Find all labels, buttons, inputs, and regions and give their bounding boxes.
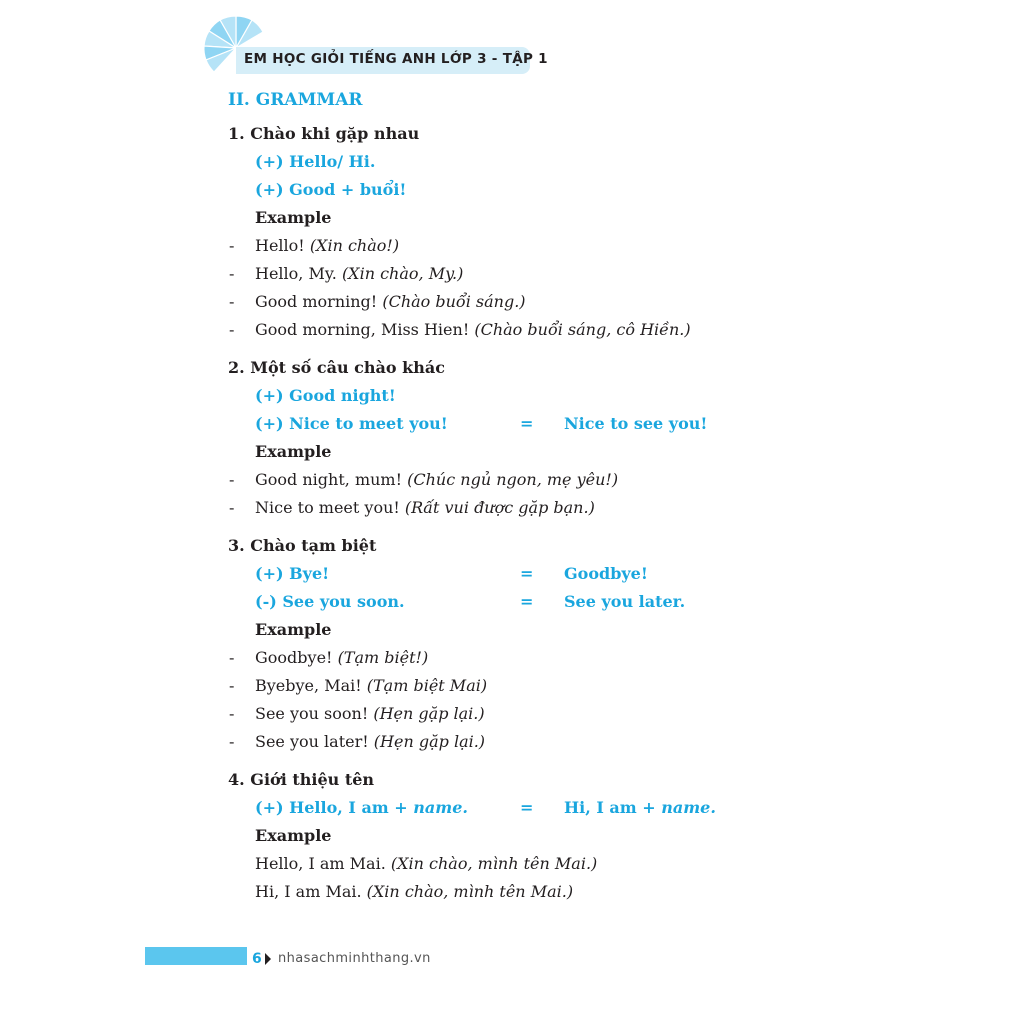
page-marker-icon: [265, 953, 271, 965]
s1-example-3: Good morning! (Chào buổi sáng.): [255, 292, 526, 311]
s1-example-4: Good morning, Miss Hien! (Chào buổi sáng, cô Hiền.): [255, 320, 691, 339]
bullet: -: [229, 264, 235, 283]
footer-bar: [145, 947, 247, 965]
equals-sign: =: [520, 564, 534, 583]
s1-rule-2: (+) Good + buổi!: [255, 180, 407, 199]
s3-example-2: Byebye, Mai! (Tạm biệt Mai): [255, 676, 488, 695]
s4-heading: 4. Giới thiệu tên: [228, 770, 375, 789]
s3-heading: 3. Chào tạm biệt: [228, 536, 377, 555]
s4-rule-1-left: (+) Hello, I am + name.: [255, 798, 468, 817]
bullet: -: [229, 648, 235, 667]
bullet: -: [229, 676, 235, 695]
s1-rule-1: (+) Hello/ Hi.: [255, 152, 376, 171]
s1-example-label: Example: [255, 208, 332, 227]
s2-example-label: Example: [255, 442, 332, 461]
bullet: -: [229, 292, 235, 311]
bullet: -: [229, 704, 235, 723]
s2-example-1: Good night, mum! (Chúc ngủ ngon, mẹ yêu!): [255, 470, 619, 489]
s3-example-1: Goodbye! (Tạm biệt!): [255, 648, 429, 667]
website-link[interactable]: nhasachminhthang.vn: [278, 951, 431, 966]
bullet: -: [229, 470, 235, 489]
page-number: 6: [252, 951, 262, 967]
s1-example-1: Hello! (Xin chào!): [255, 236, 400, 255]
s1-example-2: Hello, My. (Xin chào, My.): [255, 264, 464, 283]
bullet: -: [229, 236, 235, 255]
equals-sign: =: [520, 592, 534, 611]
s2-heading: 2. Một số câu chào khác: [228, 358, 445, 377]
s3-rule-2-right: See you later.: [564, 592, 686, 611]
section-title: II. GRAMMAR: [228, 90, 363, 110]
s1-heading: 1. Chào khi gặp nhau: [228, 124, 420, 143]
bullet: -: [229, 320, 235, 339]
equals-sign: =: [520, 414, 534, 433]
s4-rule-1-right: Hi, I am + name.: [564, 798, 716, 817]
s3-rule-2-left: (-) See you soon.: [255, 592, 405, 611]
s2-rule-1: (+) Good night!: [255, 386, 396, 405]
equals-sign: =: [520, 798, 534, 817]
s3-rule-1-right: Goodbye!: [564, 564, 648, 583]
bullet: -: [229, 732, 235, 751]
s2-rule-2-right: Nice to see you!: [564, 414, 708, 433]
s3-rule-1-left: (+) Bye!: [255, 564, 330, 583]
s4-example-1: Hello, I am Mai. (Xin chào, mình tên Mai.): [255, 854, 598, 873]
s2-rule-2-left: (+) Nice to meet you!: [255, 414, 448, 433]
s3-example-4: See you later! (Hẹn gặp lại.): [255, 732, 486, 751]
s2-example-2: Nice to meet you! (Rất vui được gặp bạn.): [255, 498, 595, 517]
bullet: -: [229, 498, 235, 517]
book-title: EM HỌC GIỎI TIẾNG ANH LỚP 3 - TẬP 1: [244, 51, 548, 67]
s4-example-2: Hi, I am Mai. (Xin chào, mình tên Mai.): [255, 882, 574, 901]
s3-example-label: Example: [255, 620, 332, 639]
s4-example-label: Example: [255, 826, 332, 845]
s3-example-3: See you soon! (Hẹn gặp lại.): [255, 704, 485, 723]
